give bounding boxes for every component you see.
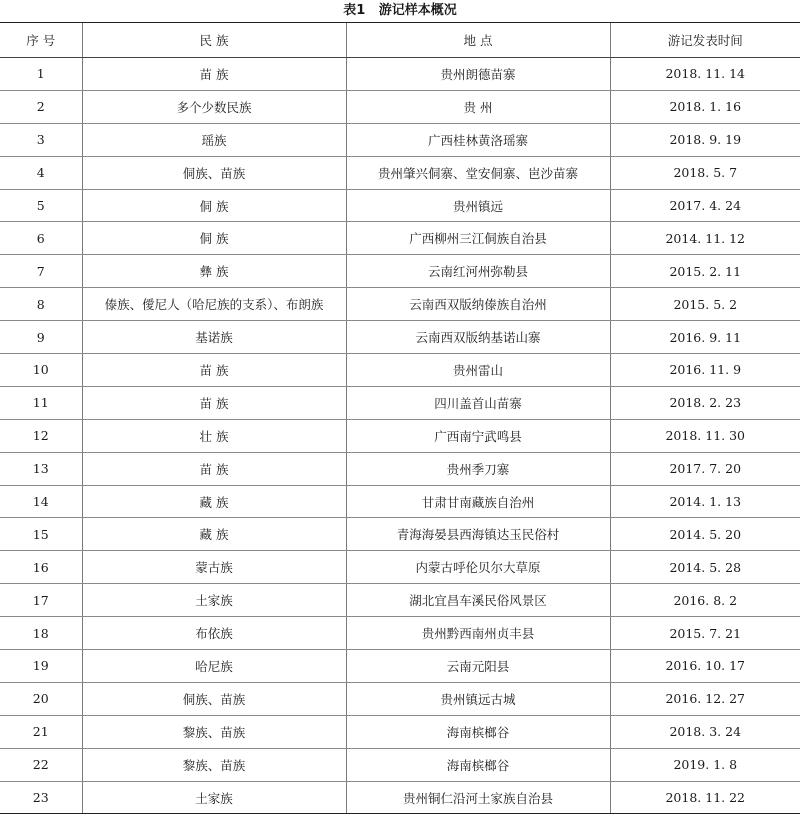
cell-publish-date: 2016. 9. 11 [610,321,800,354]
cell-serial: 10 [0,354,82,387]
travelogue-sample-table [0,22,800,814]
cell-location: 广西桂林黄洛瑶寨 [346,123,610,156]
cell-publish-date: 2014. 11. 12 [610,222,800,255]
cell-publish-date: 2015. 2. 11 [610,255,800,288]
cell-serial: 20 [0,682,82,715]
table-row [0,123,800,156]
cell-location: 云南元阳县 [346,650,610,683]
cell-publish-date: 2018. 5. 7 [610,156,800,189]
table-row [0,682,800,715]
cell-publish-date: 2019. 1. 8 [610,748,800,781]
cell-serial: 18 [0,617,82,650]
cell-serial: 4 [0,156,82,189]
cell-ethnic-group: 黎族、苗族 [82,715,346,748]
cell-location: 甘肃甘南藏族自治州 [346,485,610,518]
table-row [0,715,800,748]
cell-serial: 15 [0,518,82,551]
cell-ethnic-group: 藏 族 [82,485,346,518]
cell-publish-date: 2016. 12. 27 [610,682,800,715]
table-row [0,617,800,650]
cell-location: 四川盖首山苗寨 [346,386,610,419]
cell-location: 云南西双版纳基诺山寨 [346,321,610,354]
cell-serial: 11 [0,386,82,419]
table-row [0,386,800,419]
cell-location: 贵州黔西南州贞丰县 [346,617,610,650]
cell-publish-date: 2014. 1. 13 [610,485,800,518]
cell-publish-date: 2016. 11. 9 [610,354,800,387]
cell-location: 海南槟榔谷 [346,715,610,748]
cell-ethnic-group: 基诺族 [82,321,346,354]
cell-ethnic-group: 瑶族 [82,123,346,156]
table-row [0,650,800,683]
cell-ethnic-group: 苗 族 [82,58,346,91]
cell-location: 贵州朗德苗寨 [346,58,610,91]
cell-publish-date: 2015. 5. 2 [610,288,800,321]
cell-serial: 3 [0,123,82,156]
cell-publish-date: 2014. 5. 20 [610,518,800,551]
table-row [0,419,800,452]
cell-serial: 22 [0,748,82,781]
table-row [0,584,800,617]
cell-serial: 7 [0,255,82,288]
cell-location: 贵州铜仁沿河土家族自治县 [346,781,610,814]
cell-serial: 23 [0,781,82,814]
cell-serial: 1 [0,58,82,91]
cell-publish-date: 2016. 10. 17 [610,650,800,683]
cell-serial: 13 [0,452,82,485]
table-caption: 表1 游记样本概况 [343,3,457,18]
cell-serial: 8 [0,288,82,321]
table-row [0,452,800,485]
cell-publish-date: 2015. 7. 21 [610,617,800,650]
cell-location: 贵州镇远古城 [346,682,610,715]
cell-location: 内蒙古呼伦贝尔大草原 [346,551,610,584]
header-serial: 序 号 [0,23,82,58]
cell-ethnic-group: 苗 族 [82,354,346,387]
cell-ethnic-group: 傣族、僾尼人（哈尼族的支系）、布朗族 [82,288,346,321]
cell-ethnic-group: 蒙古族 [82,551,346,584]
cell-publish-date: 2018. 3. 24 [610,715,800,748]
cell-ethnic-group: 侗 族 [82,222,346,255]
cell-publish-date: 2018. 11. 30 [610,419,800,452]
cell-ethnic-group: 藏 族 [82,518,346,551]
cell-publish-date: 2018. 9. 19 [610,123,800,156]
cell-publish-date: 2014. 5. 28 [610,551,800,584]
cell-ethnic-group: 侗族、苗族 [82,156,346,189]
cell-location: 广西南宁武鸣县 [346,419,610,452]
cell-location: 湖北宜昌车溪民俗风景区 [346,584,610,617]
table-row [0,354,800,387]
cell-publish-date: 2018. 2. 23 [610,386,800,419]
cell-serial: 6 [0,222,82,255]
cell-ethnic-group: 侗 族 [82,189,346,222]
cell-serial: 21 [0,715,82,748]
cell-ethnic-group: 彝 族 [82,255,346,288]
table-row [0,288,800,321]
cell-serial: 17 [0,584,82,617]
table-row [0,781,800,814]
cell-publish-date: 2017. 7. 20 [610,452,800,485]
cell-serial: 12 [0,419,82,452]
table-row [0,58,800,91]
cell-location: 贵 州 [346,90,610,123]
cell-publish-date: 2018. 11. 22 [610,781,800,814]
cell-publish-date: 2018. 11. 14 [610,58,800,91]
cell-location: 贵州镇远 [346,189,610,222]
table-row [0,90,800,123]
cell-ethnic-group: 土家族 [82,781,346,814]
cell-serial: 16 [0,551,82,584]
cell-ethnic-group: 壮 族 [82,419,346,452]
table-row [0,189,800,222]
header-location: 地 点 [346,23,610,58]
cell-ethnic-group: 苗 族 [82,386,346,419]
cell-ethnic-group: 侗族、苗族 [82,682,346,715]
cell-serial: 14 [0,485,82,518]
table-row [0,255,800,288]
cell-location: 广西柳州三江侗族自治县 [346,222,610,255]
cell-location: 海南槟榔谷 [346,748,610,781]
cell-serial: 9 [0,321,82,354]
header-row [0,23,800,58]
table-body [0,58,800,814]
table-row [0,222,800,255]
cell-serial: 19 [0,650,82,683]
header-ethnic-group: 民 族 [82,23,346,58]
cell-ethnic-group: 哈尼族 [82,650,346,683]
cell-location: 青海海晏县西海镇达玉民俗村 [346,518,610,551]
cell-location: 云南西双版纳傣族自治州 [346,288,610,321]
table-row [0,518,800,551]
header-publish-date: 游记发表时间 [610,23,800,58]
cell-publish-date: 2018. 1. 16 [610,90,800,123]
cell-publish-date: 2017. 4. 24 [610,189,800,222]
cell-publish-date: 2016. 8. 2 [610,584,800,617]
cell-location: 云南红河州弥勒县 [346,255,610,288]
cell-serial: 5 [0,189,82,222]
table-row [0,485,800,518]
cell-location: 贵州季刀寨 [346,452,610,485]
cell-location: 贵州雷山 [346,354,610,387]
table-row [0,748,800,781]
table-row [0,321,800,354]
cell-ethnic-group: 苗 族 [82,452,346,485]
cell-ethnic-group: 土家族 [82,584,346,617]
cell-location: 贵州肇兴侗寨、堂安侗寨、岜沙苗寨 [346,156,610,189]
table-row [0,156,800,189]
cell-ethnic-group: 黎族、苗族 [82,748,346,781]
table-row [0,551,800,584]
cell-ethnic-group: 布依族 [82,617,346,650]
cell-ethnic-group: 多个少数民族 [82,90,346,123]
cell-serial: 2 [0,90,82,123]
